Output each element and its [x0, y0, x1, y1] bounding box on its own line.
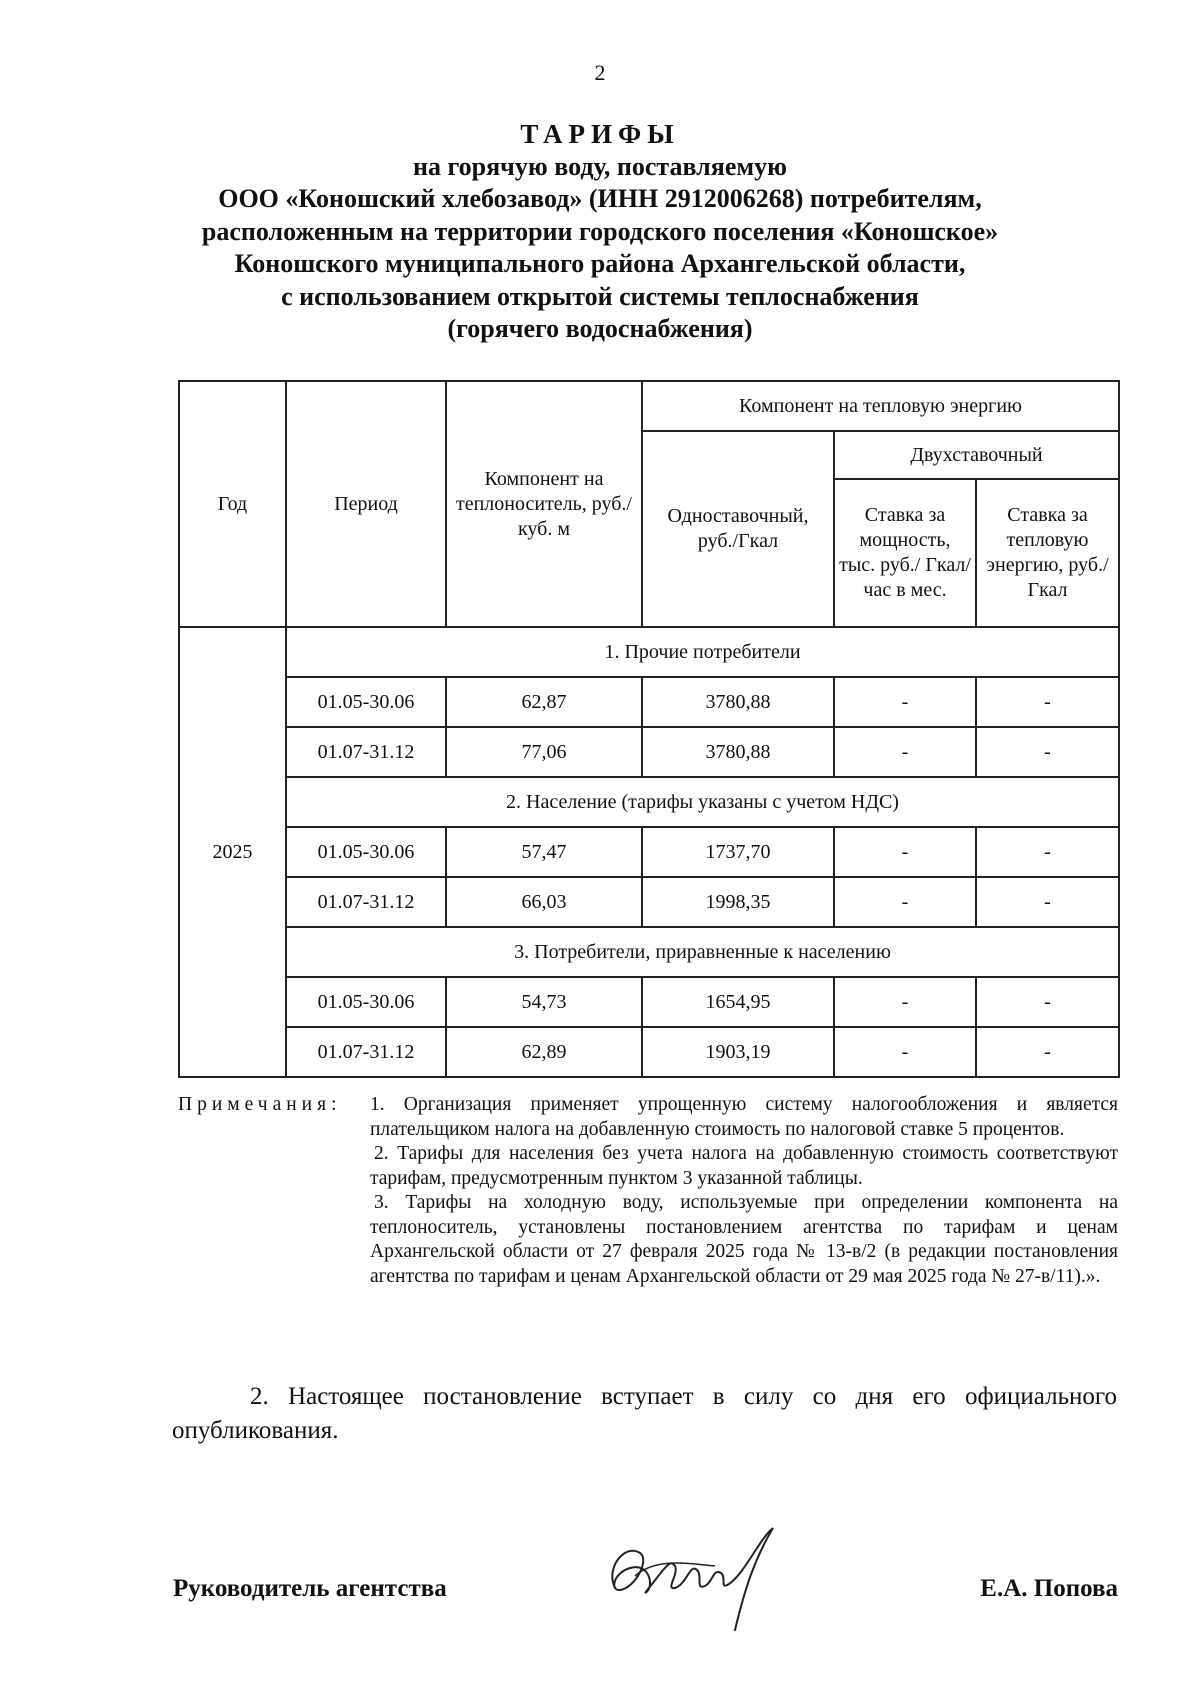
single-rate-cell: 1737,70	[642, 827, 834, 877]
table-row	[179, 827, 1119, 877]
carrier-cell: 77,06	[446, 727, 642, 777]
carrier-cell: 54,73	[446, 977, 642, 1027]
table-row	[179, 1027, 1119, 1077]
single-rate-cell: 1903,19	[642, 1027, 834, 1077]
capacity-rate-cell: -	[834, 977, 976, 1027]
table-row	[179, 677, 1119, 727]
period-cell: 01.07-31.12	[286, 727, 446, 777]
capacity-rate-cell: -	[834, 1027, 976, 1077]
title-line: ООО «Коношский хлебозавод» (ИНН 2912006268) потребителям,	[218, 184, 982, 213]
resolution-clause: 2. Настоящее постановление вступает в силу со дня его официального опубликования.	[172, 1383, 1117, 1444]
capacity-rate-cell: -	[834, 877, 976, 927]
header-single-rate: Одноставочный, руб./Гкал	[642, 431, 834, 627]
header-capacity-rate: Ставка за мощность, тыс. руб./ Гкал/час в мес.	[834, 479, 976, 627]
signer-name: Е.А. Попова	[980, 1575, 1118, 1602]
capacity-rate-cell: -	[834, 677, 976, 727]
single-rate-cell: 3780,88	[642, 677, 834, 727]
title-line: Коношского муниципального района Архангельской области,	[234, 249, 966, 278]
header-period: Период	[286, 381, 446, 627]
table-row	[179, 727, 1119, 777]
note-item: 3. Тарифы на холодную воду, используемые при определении компонента на теплоноситель, установлены постановлением агентства по тарифам и ценам Архангельской области от 27 февраля 2025 года № 13-в/2 (в редакции постановления агентства по тарифам и ценам Архангельской области от 29 мая 2025 года № 27-в/11).».	[370, 1192, 1118, 1287]
energy-rate-cell: -	[976, 877, 1119, 927]
group-title: 1. Прочие потребители	[286, 627, 1119, 677]
signer-role: Руководитель агентства	[173, 1575, 447, 1602]
energy-rate-cell: -	[976, 827, 1119, 877]
carrier-cell: 62,89	[446, 1027, 642, 1077]
title-line: (горячего водоснабжения)	[447, 314, 753, 343]
period-cell: 01.05-30.06	[286, 677, 446, 727]
note-item: 2. Тарифы для населения без учета налога на добавленную стоимость соответствуют тарифам, предусмотренным пунктом 3 указанной таблицы.	[370, 1143, 1118, 1189]
period-cell: 01.07-31.12	[286, 1027, 446, 1077]
capacity-rate-cell: -	[834, 827, 976, 877]
table-row	[179, 977, 1119, 1027]
carrier-cell: 66,03	[446, 877, 642, 927]
single-rate-cell: 1654,95	[642, 977, 834, 1027]
header-energy: Компонент на тепловую энергию	[642, 381, 1119, 431]
header-two-rate: Двухставочный	[834, 431, 1119, 479]
carrier-cell: 62,87	[446, 677, 642, 727]
single-rate-cell: 1998,35	[642, 877, 834, 927]
header-energy-rate: Ставка за тепловую энергию, руб./Гкал	[976, 479, 1119, 627]
carrier-cell: 57,47	[446, 827, 642, 877]
year-cell: 2025	[179, 627, 286, 1077]
title-main: ТАРИФЫ	[520, 119, 680, 149]
energy-rate-cell: -	[976, 1027, 1119, 1077]
page-number: 2	[594, 60, 606, 85]
note-item: 1. Организация применяет упрощенную систему налогообложения и является плательщиком налога на добавленную стоимость по налоговой ставке 5 процентов.	[370, 1094, 1118, 1140]
energy-rate-cell: -	[976, 977, 1119, 1027]
group-title: 3. Потребители, приравненные к населению	[286, 927, 1119, 977]
header-carrier: Компонент на теплоноситель, руб./куб. м	[446, 381, 642, 627]
period-cell: 01.07-31.12	[286, 877, 446, 927]
signature-image	[595, 1518, 795, 1638]
title-line: на горячую воду, поставляемую	[413, 151, 787, 181]
group-title: 2. Население (тарифы указаны с учетом НДС)	[286, 777, 1119, 827]
table-row	[179, 877, 1119, 927]
period-cell: 01.05-30.06	[286, 827, 446, 877]
capacity-rate-cell: -	[834, 727, 976, 777]
notes-label: Примечания:	[178, 1094, 342, 1115]
energy-rate-cell: -	[976, 677, 1119, 727]
tariffs-table	[178, 380, 1120, 1078]
notes-section	[178, 1093, 1118, 1289]
document-title	[0, 118, 1200, 346]
period-cell: 01.05-30.06	[286, 977, 446, 1027]
title-line: с использованием открытой системы теплоснабжения	[281, 281, 919, 311]
single-rate-cell: 3780,88	[642, 727, 834, 777]
energy-rate-cell: -	[976, 727, 1119, 777]
title-line: расположенным на территории городского поселения «Коношское»	[201, 216, 999, 246]
header-year: Год	[179, 381, 286, 627]
